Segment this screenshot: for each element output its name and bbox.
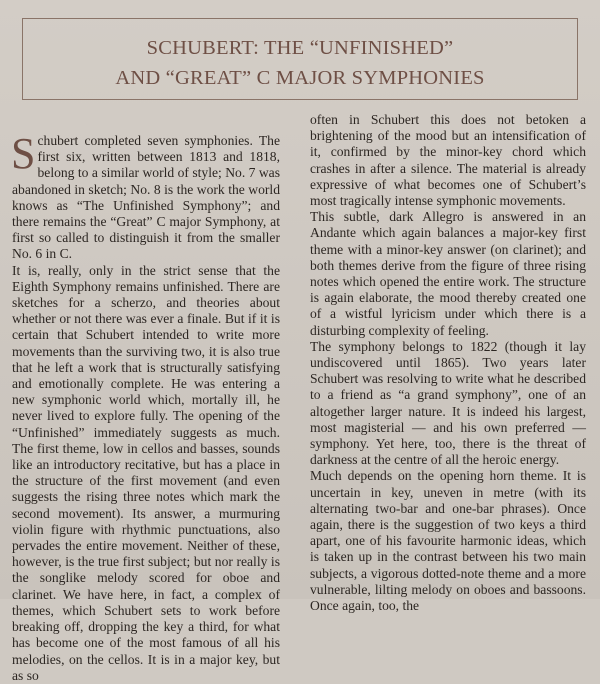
right-paragraph-2: This subtle, dark Allegro is answered in an Andante which again balances a major-key first theme with a minor-key answer (on clarinet); and both themes derive from the figure of three rising notes which opened the entire work. The structure is again elaborate, the mood thereby created one of a wistful lyricism under which there is a disturbing complexity of feeling. xyxy=(310,209,586,338)
drop-cap: S xyxy=(11,129,36,178)
title-line-1: SCHUBERT: THE “UNFINISHED” xyxy=(146,37,454,59)
left-paragraph-1-text: chubert completed seven symphonies. The first six, written between 1813 and 1818, belong to a similar world of style; No. 7 was abandoned in sketch; No. 8 is the work the world knows as “The Unfinished Symphony”; and there remains the “Great” C major Symphony, at first so called to distinguish it from the smaller No. 6 in C. xyxy=(12,133,280,262)
right-paragraph-3: The symphony belongs to 1822 (though it lay undiscovered until 1865). Two years later Schubert was resolving to write what he described to a friend as “a grand symphony”, one of an altogether larger nature. It is indeed his largest, most magisterial — and his own preferred — symphony. Yet here, too, there is the threat of darkness at the centre of all the heroic energy. xyxy=(310,338,586,468)
right-paragraph-1: often in Schubert this does not betoken a brightening of the mood but an intensification of it, confirmed by the minor-key chord which crashes in after a silence. The material is already expressive of what becomes one of Schubert’s most tragically intense symphonic movements. xyxy=(310,112,586,209)
right-column xyxy=(310,112,586,614)
title-box xyxy=(22,18,578,100)
left-paragraph-2: It is, really, only in the strict sense that the Eighth Symphony remains unfinished. There are sketches for a scherzo, and theories about whether or not there was ever a finale. But if it is certain that Schubert intended to write more movements than the surviving two, it is also true that he left a work that is structurally satisfying and emotionally complete. He was entering a new symphonic world which, mortally ill, he never lived to explore fully. The opening of the “Unfinished” immediately suggests as much. The first theme, low in cellos and basses, sounds like an introductory recitative, but has a place in the structure of the first movement (and even suggests the rising three notes which mark the second movement). Its answer, a murmuring violin figure with rhythmic punctuations, also pervades the entire movement. Neither of these, however, is the true first subject; but nor really is the songlike melody scored for oboe and clarinet. We have here, in fact, a complex of themes, which Schubert sets to work before breaking off, dropping the key a third, for what has become one of the most famous of all his melodies, on the cellos. It is in a major key, but as so xyxy=(12,262,280,683)
title-line-2: AND “GREAT” C MAJOR SYMPHONIES xyxy=(115,67,485,89)
right-paragraph-4: Much depends on the opening horn theme. It is uncertain in key, uneven in metre (with its alternating two-bar and one-bar phrases). Once again, there is the suggestion of two keys a third apart, one of his favourite harmonic ideas, which is taken up in the contrast between his two main subjects, a vigorous dotted-note theme and a more vulnerable, lilting melody on oboes and bassoons. Once again, too, the xyxy=(310,468,586,614)
left-paragraph-1 xyxy=(11,129,280,263)
left-column xyxy=(11,129,280,684)
